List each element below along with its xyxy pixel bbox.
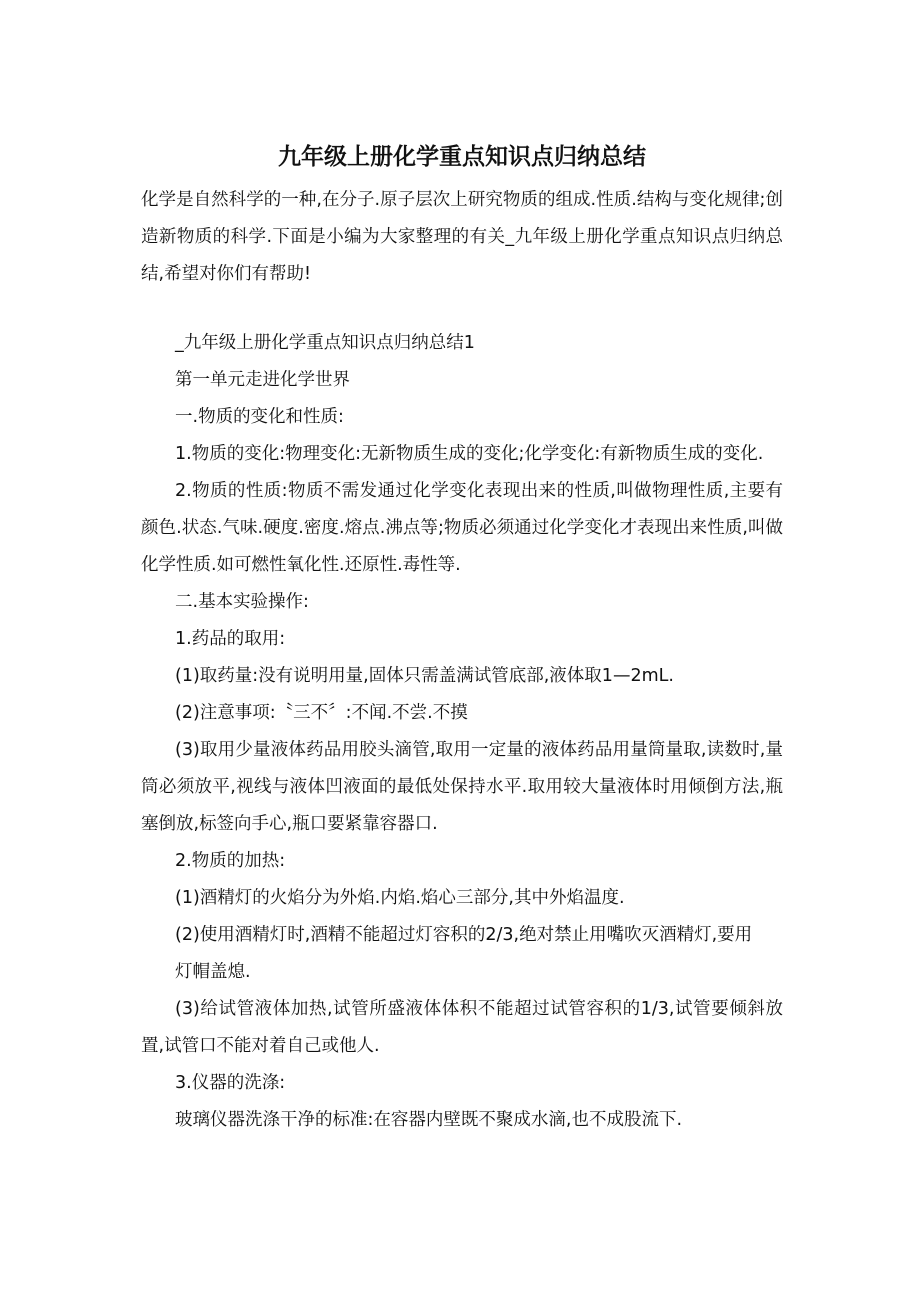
paragraph: 灯帽盖熄. bbox=[175, 962, 251, 982]
paragraph: (2)注意事项:〝三不〞:不闻.不尝.不摸 bbox=[175, 703, 468, 723]
intro-paragraph: 化学是自然科学的一种,在分子.原子层次上研究物质的组成.性质.结构与变化规律;创造新物质的科学.下面是小编为大家整理的有关_九年级上册化学重点知识点归纳总结,希望对你们有帮助! bbox=[141, 190, 783, 284]
spacer bbox=[141, 293, 783, 325]
paragraph: 3.仪器的洗涤: bbox=[175, 1073, 286, 1093]
paragraph: (3)给试管液体加热,试管所盛液体体积不能超过试管容积的1/3,试管要倾斜放置,试管口不能对着自己或他人. bbox=[141, 999, 783, 1056]
section-heading: _九年级上册化学重点知识点归纳总结1 bbox=[175, 333, 475, 353]
subheading: 二.基本实验操作: bbox=[175, 592, 309, 612]
paragraph: 玻璃仪器洗涤干净的标准:在容器内壁既不聚成水滴,也不成股流下. bbox=[175, 1110, 683, 1130]
paragraph: 2.物质的性质:物质不需发通过化学变化表现出来的性质,叫做物理性质,主要有颜色.状态.气味.硬度.密度.熔点.沸点等;物质必须通过化学变化才表现出来性质,叫做化学性质.如可燃性氧化性.还原性.毒性等. bbox=[141, 481, 783, 575]
paragraph: 1.药品的取用: bbox=[175, 629, 286, 649]
paragraph: 2.物质的加热: bbox=[175, 851, 286, 871]
subheading: 一.物质的变化和性质: bbox=[175, 407, 344, 427]
paragraph: (1)取药量:没有说明用量,固体只需盖满试管底部,液体取1—2mL. bbox=[175, 666, 674, 686]
unit-heading: 第一单元走进化学世界 bbox=[175, 370, 350, 390]
document-page bbox=[141, 138, 783, 1139]
paragraph: (3)取用少量液体药品用胶头滴管,取用一定量的液体药品用量筒量取,读数时,量筒必须放平,视线与液体凹液面的最低处保持水平.取用较大量液体时用倾倒方法,瓶塞倒放,标签向手心,瓶口要紧靠容器口. bbox=[141, 740, 783, 834]
document-title: 九年级上册化学重点知识点归纳总结 bbox=[278, 144, 646, 170]
paragraph: (1)酒精灯的火焰分为外焰.内焰.焰心三部分,其中外焰温度. bbox=[175, 888, 625, 908]
paragraph: (2)使用酒精灯时,酒精不能超过灯容积的2/3,绝对禁止用嘴吹灭酒精灯,要用 bbox=[175, 925, 753, 945]
paragraph: 1.物质的变化:物理变化:无新物质生成的变化;化学变化:有新物质生成的变化. bbox=[175, 444, 764, 464]
